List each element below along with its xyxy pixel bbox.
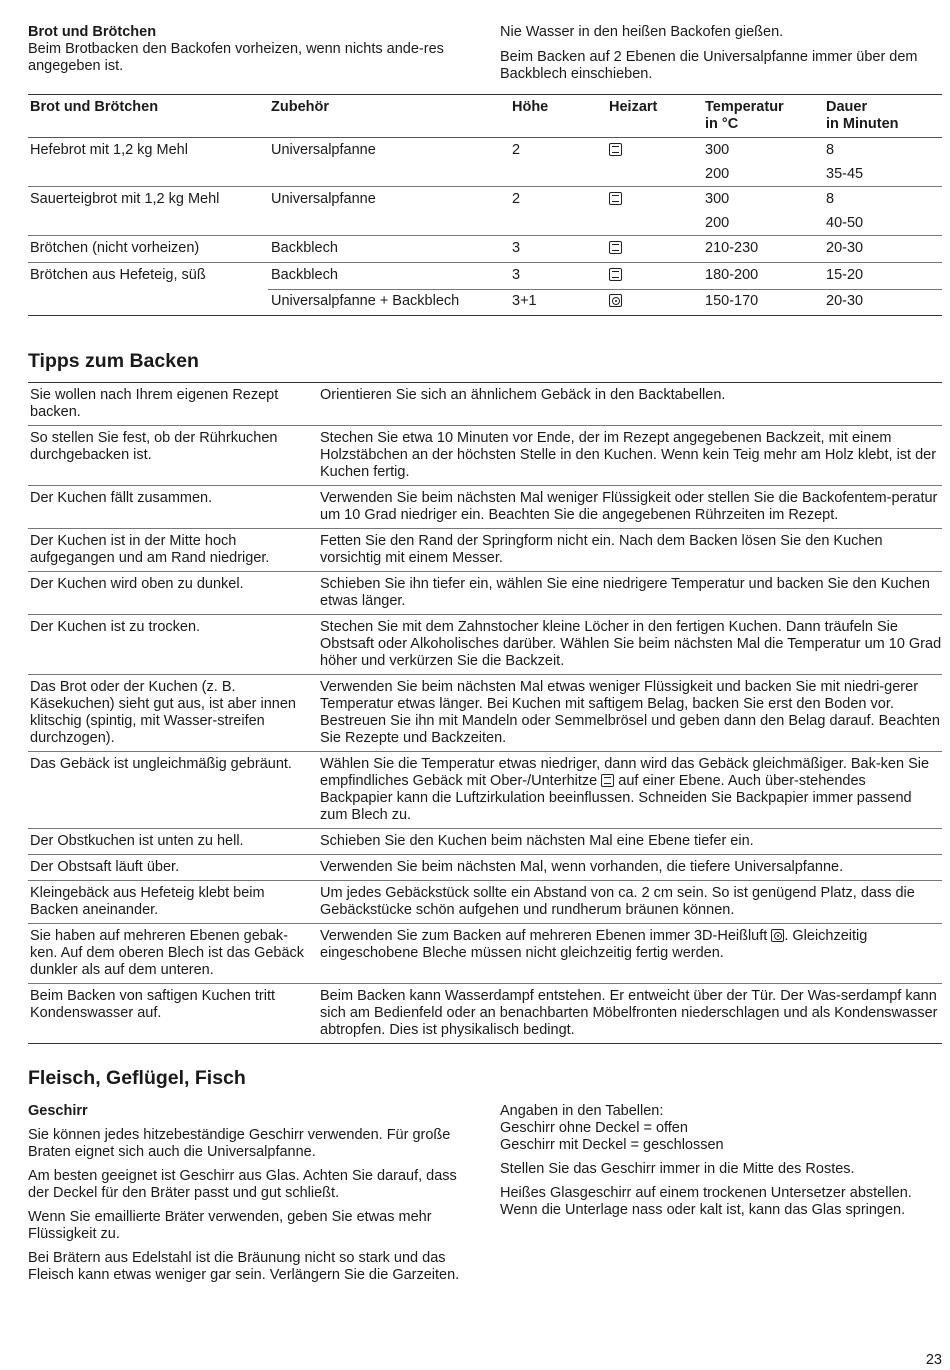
duration: 20-30 — [826, 240, 864, 256]
tip-problem: Sie haben auf mehreren Ebenen gebak-ken. Auf dem oberen Blech ist das Gebäck dunkler als auf dem unteren. — [30, 928, 305, 978]
height-level: 2 — [512, 142, 521, 158]
table-row — [28, 187, 942, 236]
height-level: 3 — [512, 240, 521, 256]
table-row — [28, 615, 942, 675]
tip-problem: Der Obstkuchen ist unten zu hell. — [30, 833, 244, 849]
temperature: 200 — [705, 166, 730, 182]
accessory: Backblech — [271, 267, 338, 283]
product-name: Brötchen (nicht vorheizen) — [30, 240, 200, 256]
temperature: 180-200 — [705, 267, 759, 283]
tip-problem: Das Gebäck ist ungleichmäßig gebräunt. — [30, 756, 292, 772]
intro-left-column — [28, 24, 468, 75]
tip-problem: Der Kuchen ist in der Mitte hoch aufgegangen und am Rand niedriger. — [30, 533, 270, 566]
duration: 40-50 — [826, 215, 864, 231]
intro-right-paragraph: Beim Backen auf 2 Ebenen die Universalpfanne immer über dem Backblech einschieben. — [500, 49, 918, 82]
table-subrow — [28, 289, 942, 315]
table-row — [28, 383, 942, 426]
header-product: Brot und Brötchen — [30, 99, 159, 115]
temperature: 300 — [705, 142, 730, 158]
paragraph: Stellen Sie das Geschirr immer in die Mitte des Rostes. — [500, 1161, 855, 1177]
table-row — [28, 263, 942, 315]
3d-hot-air-fan-icon — [609, 294, 622, 307]
intro-right-paragraph: Nie Wasser in den heißen Backofen gießen. — [500, 24, 784, 40]
oven-top-bottom-heat-icon — [609, 268, 622, 281]
product-name: Brötchen aus Hefeteig, süß — [30, 267, 206, 283]
table-row — [28, 426, 942, 486]
table-row — [28, 924, 942, 984]
oven-top-bottom-heat-icon — [601, 774, 614, 787]
intro-right-column — [500, 24, 940, 83]
meat-right-column — [500, 1103, 945, 1219]
duration: 8 — [826, 191, 835, 207]
meat-section-title: Fleisch, Geflügel, Fisch — [28, 1067, 246, 1089]
paragraph: Heißes Glasgeschirr auf einem trockenen Untersetzer abstellen. Wenn die Unterlage nass oder kalt ist, kann das Glas springen. — [500, 1185, 912, 1218]
table-row — [28, 881, 942, 924]
accessory: Backblech — [271, 240, 338, 256]
temperature: 300 — [705, 191, 730, 207]
table-row — [28, 675, 942, 752]
table-row — [28, 486, 942, 529]
temperature: 200 — [705, 215, 730, 231]
tip-problem: So stellen Sie fest, ob der Rührkuchen durchgebacken ist. — [30, 430, 278, 463]
table-row — [28, 572, 942, 615]
tip-problem: Der Kuchen ist zu trocken. — [30, 619, 201, 635]
paragraph: Wenn Sie emaillierte Bräter verwenden, geben Sie etwas mehr Flüssigkeit zu. — [28, 1209, 432, 1242]
tip-solution: Schieben Sie ihn tiefer ein, wählen Sie eine niedrigere Temperatur und backen Sie den Kuchen etwas länger. — [320, 576, 930, 609]
tip-problem: Beim Backen von saftigen Kuchen tritt Kondenswasser auf. — [30, 988, 276, 1021]
oven-top-bottom-heat-icon — [609, 241, 622, 254]
tip-solution: Verwenden Sie beim nächsten Mal etwas weniger Flüssigkeit und backen Sie mit niedri-gerer Temperatur etwas länger. Bei Kuchen mit saftigem Belag, backen Sie erst den Boden vor. Bestreuen Sie ihn mit Mandeln oder Semmelbrösel und geben dann den Belag darauf. Beachten Sie Rezepte und Backzeiten. — [320, 679, 940, 746]
tip-solution: Fetten Sie den Rand der Springform nicht ein. Nach dem Backen lösen Sie den Kuchen vorsichtig mit einem Messer. — [320, 533, 883, 566]
tip-solution: Verwenden Sie zum Backen auf mehreren Ebenen immer 3D-Heißluft . Gleichzeitig eingeschobene Bleche müssen nicht gleichzeitig fertig werden. — [320, 928, 868, 961]
table-row — [28, 138, 942, 187]
header-heating-mode: Heizart — [609, 99, 658, 115]
duration: 15-20 — [826, 267, 864, 283]
header-height: Höhe — [512, 99, 549, 115]
tip-solution: Wählen Sie die Temperatur etwas niedriger, dann wird das Gebäck gleichmäßiger. Bak-ken Sie empfindliches Gebäck mit Ober-/Unterhitze auf einer Ebene. Auch über-stehendes Backpapier kann die Luftzirkulation beeinflussen. Schneiden Sie Backpapier immer passend zum Blech zu. — [320, 756, 930, 823]
duration: 8 — [826, 142, 835, 158]
height-level: 2 — [512, 191, 521, 207]
table-row — [28, 236, 942, 263]
table-row — [28, 829, 942, 855]
tip-solution: Beim Backen kann Wasserdampf entstehen. Er entweicht über der Tür. Der Was-serdampf kann sich am Bedienfeld oder an benachbarten Möbelfronten niederschlagen und als Kondenswasser abtropfen. Dies ist physikalisch bedingt. — [320, 988, 938, 1038]
tip-solution: Stechen Sie mit dem Zahnstocher kleine Löcher in den fertigen Kuchen. Dann träufeln Sie Obstsaft oder Alkoholisches darüber. Wählen Sie beim nächsten Mal die Temperatur um 10 Grad höher und verkürzen Sie die Backzeit. — [320, 619, 942, 669]
tip-solution: Stechen Sie etwa 10 Minuten vor Ende, der im Rezept angegebenen Backzeit, mit einem Holzstäbchen an der höchsten Stelle in den Kuchen. Wenn kein Teig mehr am Holz klebt, ist der Kuchen fertig. — [320, 430, 937, 480]
oven-top-bottom-heat-icon — [609, 192, 622, 205]
product-name: Hefebrot mit 1,2 kg Mehl — [30, 142, 188, 158]
tip-problem: Der Kuchen wird oben zu dunkel. — [30, 576, 244, 592]
temperature: 150-170 — [705, 293, 759, 309]
page-number: 23 — [925, 1352, 942, 1368]
header-duration: Dauer in Minuten — [826, 99, 899, 132]
tip-problem: Der Kuchen fällt zusammen. — [30, 490, 213, 506]
intro-heading: Brot und Brötchen — [28, 24, 157, 40]
tips-section-title: Tipps zum Backen — [28, 350, 199, 372]
3d-hot-air-fan-icon — [771, 929, 784, 942]
tip-solution: Orientieren Sie sich an ähnlichem Gebäck in den Backtabellen. — [320, 387, 726, 403]
bread-table-header — [28, 95, 942, 138]
paragraph: Am besten geeignet ist Geschirr aus Glas. Achten Sie darauf, dass der Deckel für den Bräter passt und gut schließt. — [28, 1168, 457, 1201]
sub-heading: Geschirr — [28, 1103, 88, 1119]
table-row — [28, 529, 942, 572]
accessory: Universalpfanne — [271, 191, 376, 207]
oven-top-bottom-heat-icon — [609, 143, 622, 156]
duration: 20-30 — [826, 293, 864, 309]
tip-problem: Kleingebäck aus Hefeteig klebt beim Backen aneinander. — [30, 885, 265, 918]
duration: 35-45 — [826, 166, 864, 182]
accessory: Universalpfanne — [271, 142, 376, 158]
meat-left-column — [28, 1103, 473, 1284]
accessory: Universalpfanne + Backblech — [271, 293, 460, 309]
header-accessory: Zubehör — [271, 99, 329, 115]
product-name: Sauerteigbrot mit 1,2 kg Mehl — [30, 191, 220, 207]
paragraph: Bei Brätern aus Edelstahl ist die Bräunung nicht so stark und das Fleisch kann etwas weniger gar sein. Verlängern Sie die Garzeiten. — [28, 1250, 460, 1283]
table-row — [28, 752, 942, 829]
bread-table — [28, 94, 942, 316]
tip-solution: Um jedes Gebäckstück sollte ein Abstand von ca. 2 cm sein. So ist genügend Platz, dass die Gebäckstücke schön aufgehen und rundherum bräunen können. — [320, 885, 915, 918]
tip-solution: Schieben Sie den Kuchen beim nächsten Mal eine Ebene tiefer ein. — [320, 833, 754, 849]
table-row — [28, 855, 942, 881]
table-row — [28, 984, 942, 1043]
intro-left-text: Beim Brotbacken den Backofen vorheizen, wenn nichts ande-res angegeben ist. — [28, 41, 444, 74]
tip-solution: Verwenden Sie beim nächsten Mal, wenn vorhanden, die tiefere Universalpfanne. — [320, 859, 844, 875]
tips-table — [28, 382, 942, 1044]
tip-problem: Der Obstsaft läuft über. — [30, 859, 180, 875]
temperature: 210-230 — [705, 240, 759, 256]
height-level: 3 — [512, 267, 521, 283]
paragraph: Angaben in den Tabellen: Geschirr ohne Deckel = offen Geschirr mit Deckel = geschlossen — [500, 1103, 724, 1153]
header-temperature: Temperatur in °C — [705, 99, 784, 132]
height-level: 3+1 — [512, 293, 537, 309]
tip-problem: Sie wollen nach Ihrem eigenen Rezept backen. — [30, 387, 279, 420]
tip-problem: Das Brot oder der Kuchen (z. B. Käsekuchen) sieht gut aus, ist aber innen klitschig (spintig, mit Wasser-streifen durchzogen). — [30, 679, 296, 746]
tip-solution: Verwenden Sie beim nächsten Mal weniger Flüssigkeit oder stellen Sie die Backofentem-peratur um 10 Grad niedriger ein. Beachten Sie die angegebenen Rührzeiten im Rezept. — [320, 490, 938, 523]
paragraph: Sie können jedes hitzebeständige Geschirr verwenden. Für große Braten eignet sich auch die Universalpfanne. — [28, 1127, 451, 1160]
